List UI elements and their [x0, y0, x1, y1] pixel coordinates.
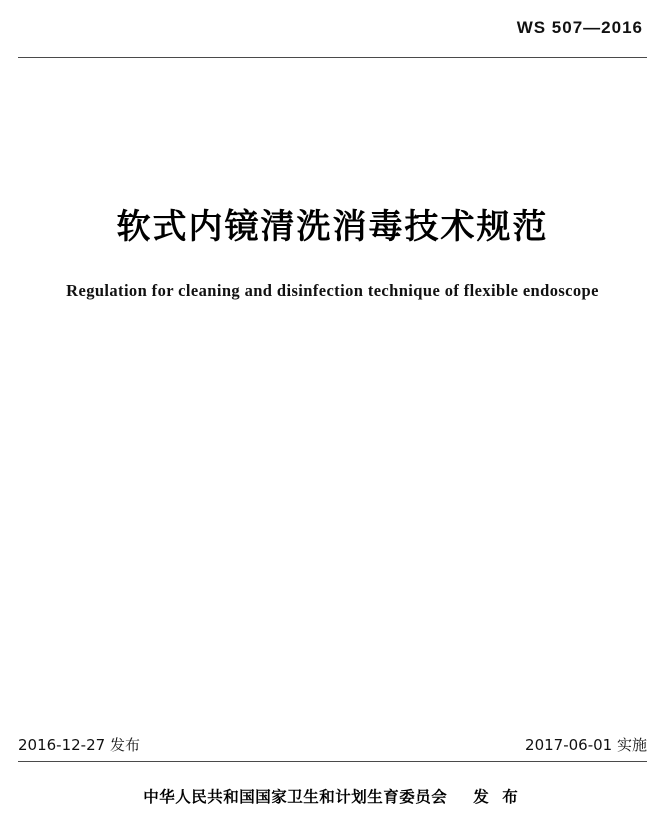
effective-date: 2017-06-01 实施 — [525, 736, 647, 754]
footer-divider — [18, 761, 647, 762]
date-row — [18, 734, 647, 755]
title-block — [0, 205, 665, 301]
document-title-chinese: 软式内镜清洗消毒技术规范 — [116, 207, 549, 247]
standard-number: WS 507—2016 — [516, 18, 643, 37]
issuer-name: 中华人民共和国国家卫生和计划生育委员会 — [143, 788, 448, 806]
issue-date: 2016-12-27 发布 — [18, 736, 140, 754]
document-title-english: Regulation for cleaning and disinfection technique of flexible endoscope — [66, 281, 599, 301]
issuer-action: 发 布 — [473, 788, 522, 806]
issuer-line — [0, 785, 665, 807]
header-divider — [18, 57, 647, 58]
